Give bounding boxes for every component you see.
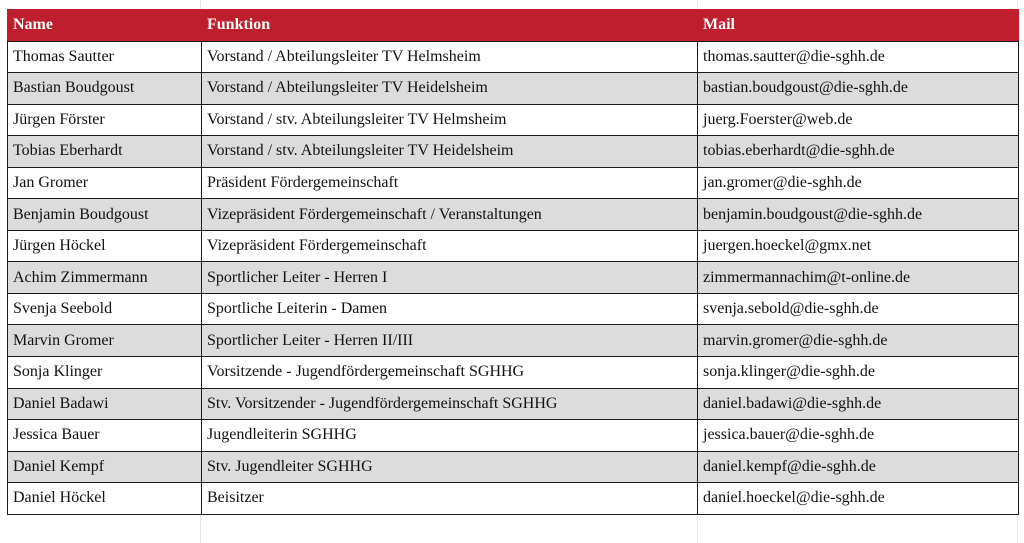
function-cell[interactable]: Vorsitzende - Jugendfördergemeinschaft SGHHG (202, 357, 698, 389)
mail-cell[interactable]: jessica.bauer@die-sghh.de (698, 420, 1019, 452)
mail-cell[interactable]: daniel.hoeckel@die-sghh.de (698, 483, 1019, 515)
table-row (8, 420, 1019, 452)
name-cell[interactable]: Sonja Klinger (8, 357, 202, 389)
name-cell[interactable]: Bastian Boudgoust (8, 73, 202, 105)
table-row (8, 357, 1019, 389)
header-row (8, 10, 1019, 42)
mail-cell[interactable]: thomas.sautter@die-sghh.de (698, 41, 1019, 73)
mail-cell[interactable]: juerg.Foerster@web.de (698, 104, 1019, 136)
table-row (8, 104, 1019, 136)
table-row (8, 41, 1019, 73)
name-cell[interactable]: Achim Zimmermann (8, 262, 202, 294)
function-cell[interactable]: Vorstand / stv. Abteilungsleiter TV Heidelsheim (202, 136, 698, 168)
mail-cell[interactable]: sonja.klinger@die-sghh.de (698, 357, 1019, 389)
contacts-table (7, 9, 1019, 515)
table-row (8, 262, 1019, 294)
name-cell[interactable]: Thomas Sautter (8, 41, 202, 73)
column-header-name[interactable]: Name (8, 10, 202, 42)
mail-cell[interactable]: daniel.badawi@die-sghh.de (698, 388, 1019, 420)
mail-cell[interactable]: bastian.boudgoust@die-sghh.de (698, 73, 1019, 105)
mail-cell[interactable]: juergen.hoeckel@gmx.net (698, 230, 1019, 262)
function-cell[interactable]: Sportlicher Leiter - Herren II/III (202, 325, 698, 357)
mail-cell[interactable]: jan.gromer@die-sghh.de (698, 167, 1019, 199)
name-cell[interactable]: Daniel Höckel (8, 483, 202, 515)
name-cell[interactable]: Daniel Badawi (8, 388, 202, 420)
mail-cell[interactable]: zimmermannachim@t-online.de (698, 262, 1019, 294)
function-cell[interactable]: Vorstand / Abteilungsleiter TV Heidelsheim (202, 73, 698, 105)
table-row (8, 293, 1019, 325)
function-cell[interactable]: Vorstand / Abteilungsleiter TV Helmsheim (202, 41, 698, 73)
mail-cell[interactable]: svenja.sebold@die-sghh.de (698, 293, 1019, 325)
table-row (8, 167, 1019, 199)
function-cell[interactable]: Stv. Vorsitzender - Jugendfördergemeinschaft SGHHG (202, 388, 698, 420)
name-cell[interactable]: Marvin Gromer (8, 325, 202, 357)
column-header-mail[interactable]: Mail (698, 10, 1019, 42)
table-row (8, 388, 1019, 420)
table-row (8, 325, 1019, 357)
name-cell[interactable]: Svenja Seebold (8, 293, 202, 325)
table-row (8, 230, 1019, 262)
name-cell[interactable]: Jürgen Förster (8, 104, 202, 136)
function-cell[interactable]: Präsident Fördergemeinschaft (202, 167, 698, 199)
function-cell[interactable]: Vizepräsident Fördergemeinschaft / Veranstaltungen (202, 199, 698, 231)
mail-cell[interactable]: marvin.gromer@die-sghh.de (698, 325, 1019, 357)
table-row (8, 73, 1019, 105)
function-cell[interactable]: Jugendleiterin SGHHG (202, 420, 698, 452)
name-cell[interactable]: Benjamin Boudgoust (8, 199, 202, 231)
mail-cell[interactable]: daniel.kempf@die-sghh.de (698, 451, 1019, 483)
function-cell[interactable]: Beisitzer (202, 483, 698, 515)
function-cell[interactable]: Vizepräsident Fördergemeinschaft (202, 230, 698, 262)
function-cell[interactable]: Sportlicher Leiter - Herren I (202, 262, 698, 294)
mail-cell[interactable]: tobias.eberhardt@die-sghh.de (698, 136, 1019, 168)
table-row (8, 199, 1019, 231)
function-cell[interactable]: Sportliche Leiterin - Damen (202, 293, 698, 325)
table-row (8, 136, 1019, 168)
name-cell[interactable]: Jürgen Höckel (8, 230, 202, 262)
mail-cell[interactable]: benjamin.boudgoust@die-sghh.de (698, 199, 1019, 231)
name-cell[interactable]: Tobias Eberhardt (8, 136, 202, 168)
column-header-funktion[interactable]: Funktion (202, 10, 698, 42)
function-cell[interactable]: Vorstand / stv. Abteilungsleiter TV Helmsheim (202, 104, 698, 136)
function-cell[interactable]: Stv. Jugendleiter SGHHG (202, 451, 698, 483)
name-cell[interactable]: Daniel Kempf (8, 451, 202, 483)
name-cell[interactable]: Jan Gromer (8, 167, 202, 199)
name-cell[interactable]: Jessica Bauer (8, 420, 202, 452)
table-row (8, 451, 1019, 483)
table-row (8, 483, 1019, 515)
